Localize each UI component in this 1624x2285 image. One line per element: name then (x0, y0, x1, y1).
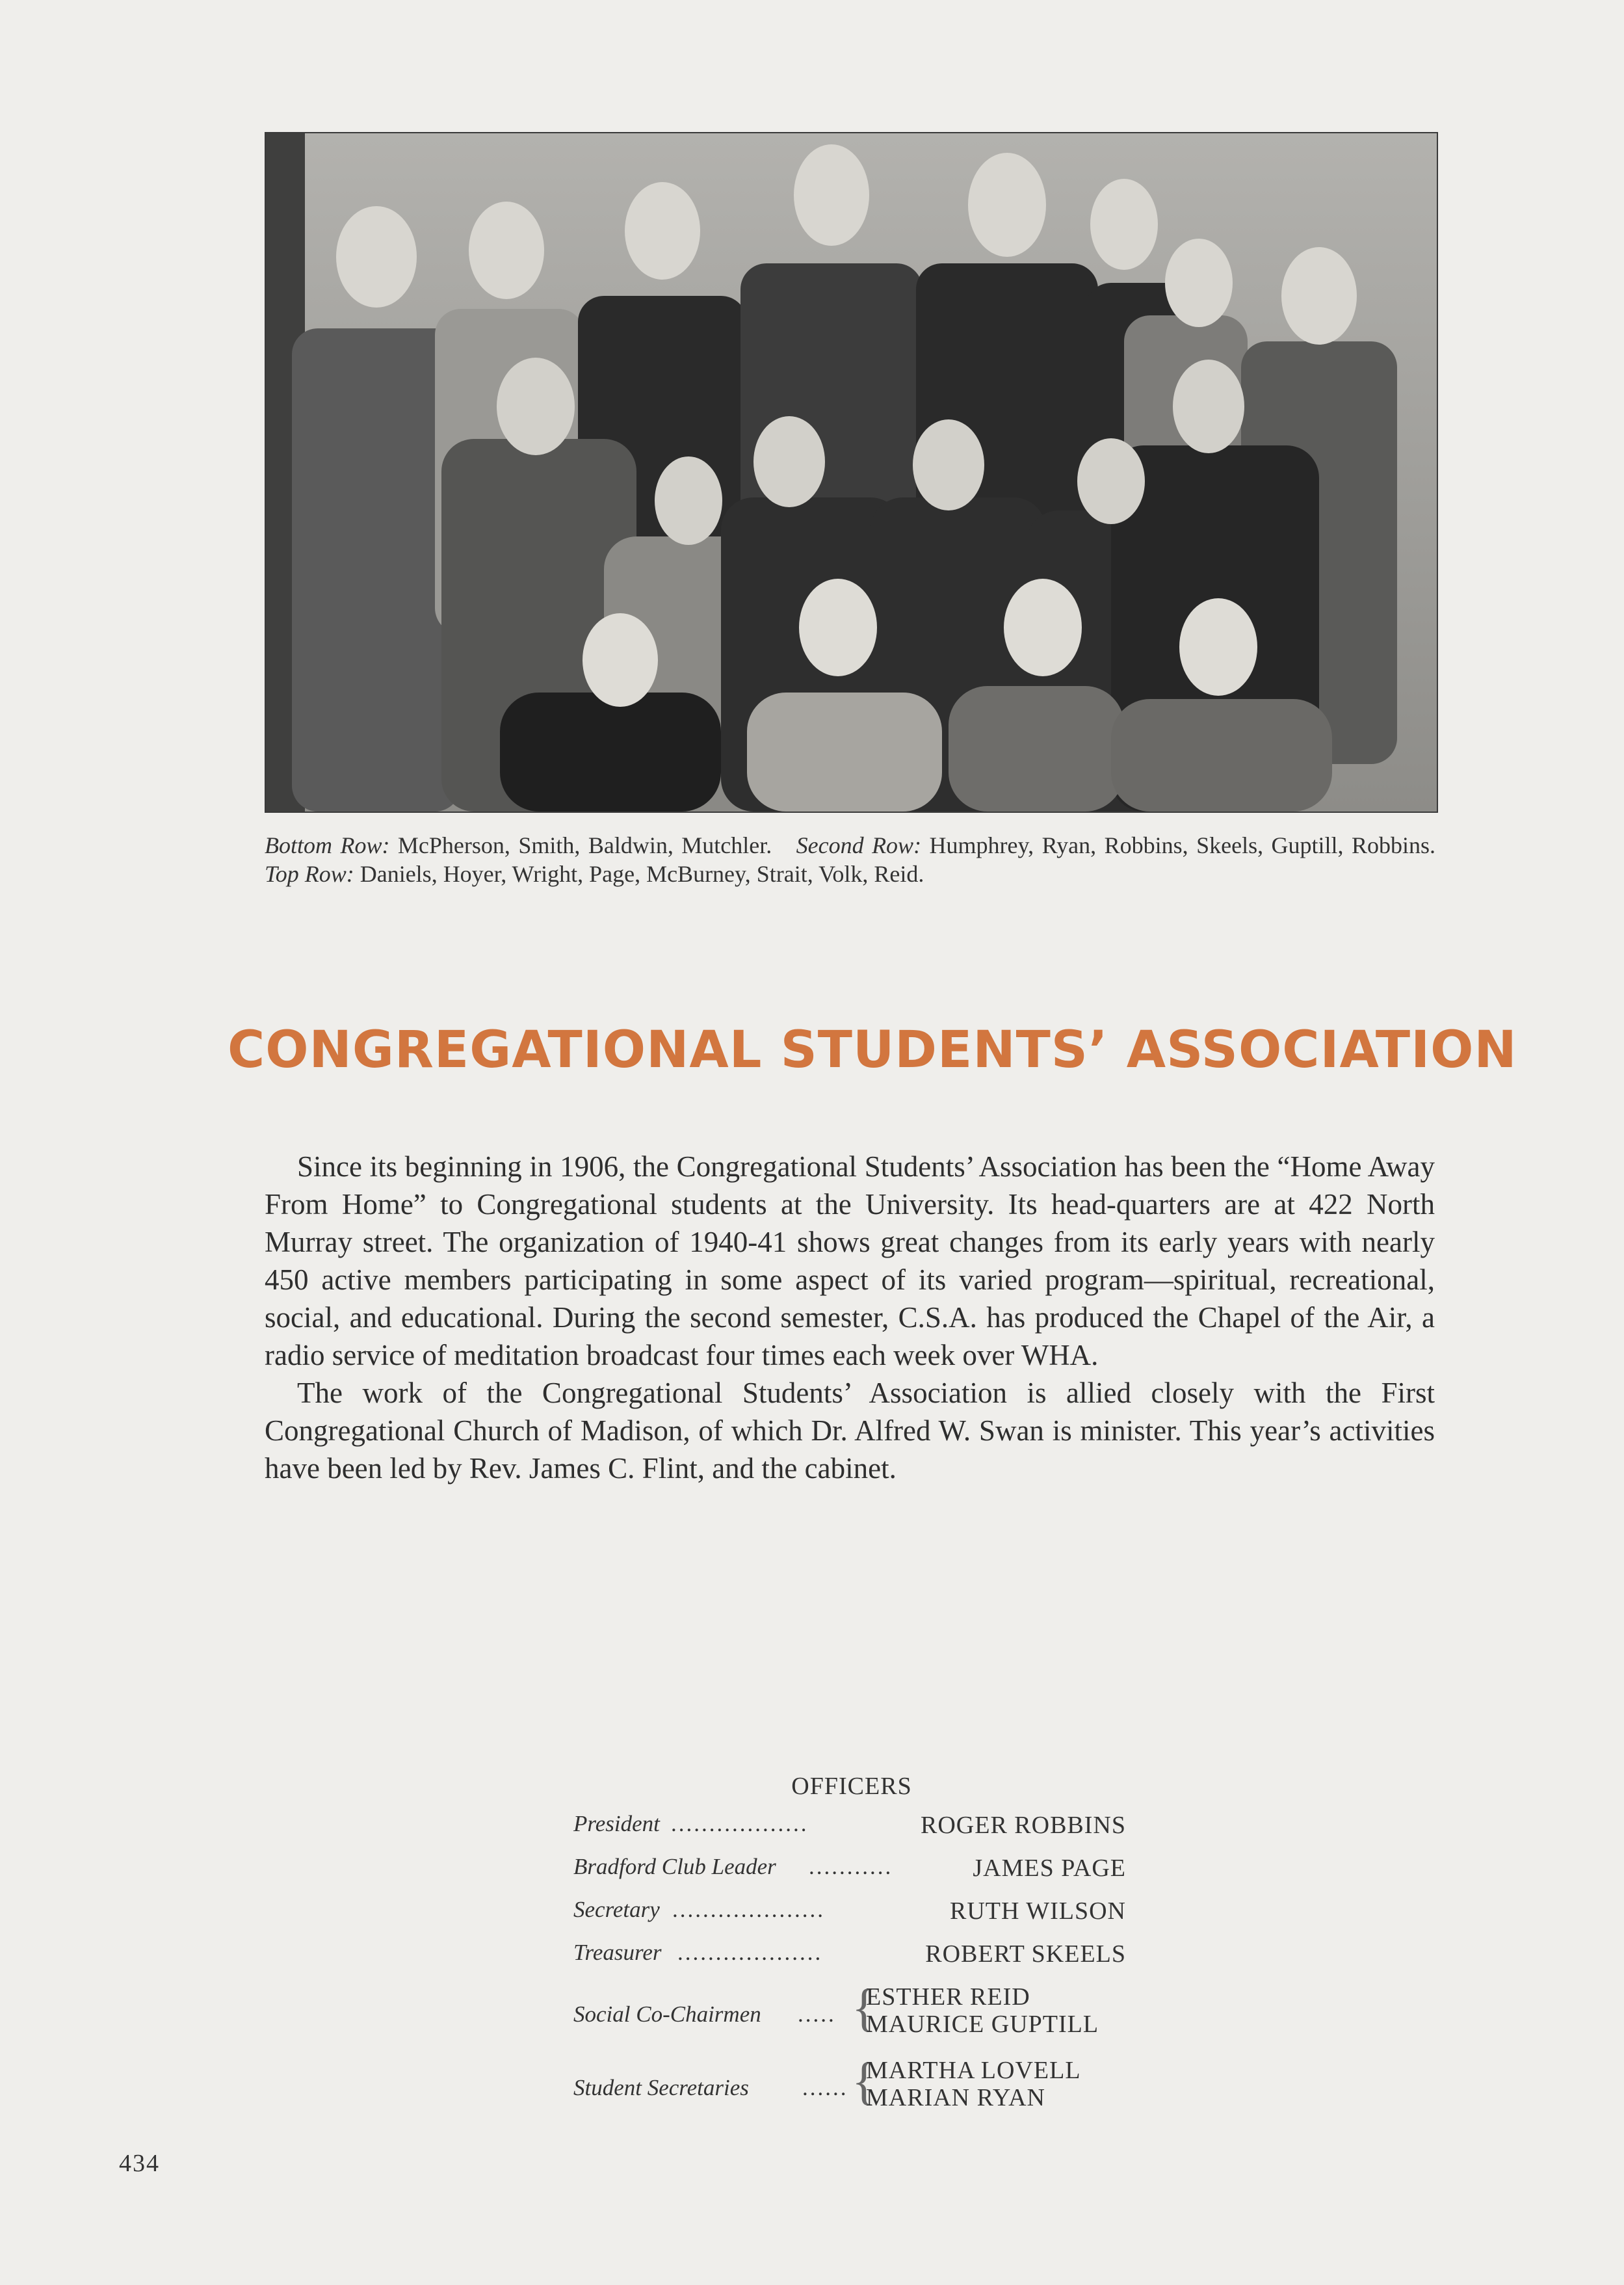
officer-role: Social Co-Chairmen (573, 2001, 761, 2027)
officer-role: President (573, 1811, 660, 1836)
leader-dots: ........... (809, 1854, 893, 1879)
officer-row (573, 1854, 1126, 1897)
officer-row (573, 1811, 1126, 1854)
brace-icon: { (852, 1979, 877, 2037)
leader-dots: .................... (672, 1897, 825, 1922)
officer-row (573, 1897, 1126, 1940)
officer-name: MAURICE GUPTILL (866, 2011, 1099, 2038)
officer-role: Student Secretaries (573, 2075, 749, 2100)
photo-caption (265, 831, 1435, 888)
officers-title: OFFICERS (791, 1773, 912, 1800)
officer-name: ESTHER REID (866, 1983, 1030, 2011)
officer-role: Secretary (573, 1897, 660, 1922)
paragraph-1: Since its beginning in 1906, the Congregational Students’ Association has been the “Home Away From Home” to Congregational students at the University. Its head-quarters are at 422 North Murray street. The organization of 1940-41 shows great changes from its early years with nearly 450 active members participating in some aspect of its varied program—spiritual, recreational, social, and educational. During the second semester, C.S.A. has produced the Chapel of the Air, a radio service of meditation broadcast four times each week over WHA. (265, 1150, 1435, 1371)
body-text (265, 1148, 1435, 1487)
brace-icon: { (852, 2053, 877, 2110)
caption-top-label: Top Row: (265, 861, 354, 887)
caption-second-names: Humphrey, Ryan, Robbins, Skeels, Guptill, Robbins. (929, 832, 1436, 858)
officer-row-multi (573, 2053, 1126, 2122)
leader-dots: ...... (802, 2075, 848, 2100)
group-photo (265, 132, 1438, 813)
officer-name: MARTHA LOVELL (866, 2057, 1081, 2084)
officer-name: MARIAN RYAN (866, 2084, 1045, 2111)
officer-name: RUTH WILSON (949, 1897, 1126, 1925)
page-heading: CONGREGATIONAL STUDENTS’ ASSOCIATION (228, 1021, 1517, 1079)
caption-bottom-names: McPherson, Smith, Baldwin, Mutchler. (397, 832, 772, 858)
caption-bottom-label: Bottom Row: (265, 832, 390, 858)
caption-second-label: Second Row: (796, 832, 922, 858)
officer-row (573, 1940, 1126, 1983)
officer-row-multi (573, 1979, 1126, 2048)
page-number: 434 (119, 2150, 160, 2177)
group-photo-illustration (266, 133, 1437, 812)
officer-name: ROGER ROBBINS (921, 1812, 1126, 1839)
officer-name: ROBERT SKEELS (925, 1940, 1126, 1968)
officer-role: Treasurer (573, 1940, 662, 1965)
paragraph-2: The work of the Congregational Students’ Association is allied closely with the First Congregational Church of Madison, of which Dr. Alfred W. Swan is minister. This year’s activities have been led by Rev. James C. Flint, and the cabinet. (265, 1377, 1435, 1485)
officer-name: JAMES PAGE (973, 1855, 1126, 1882)
caption-top-names: Daniels, Hoyer, Wright, Page, McBurney, Strait, Volk, Reid. (360, 861, 924, 887)
leader-dots: ................... (677, 1940, 823, 1965)
officer-role: Bradford Club Leader (573, 1854, 776, 1879)
leader-dots: ..... (798, 2001, 836, 2027)
leader-dots: .................. (671, 1811, 809, 1836)
